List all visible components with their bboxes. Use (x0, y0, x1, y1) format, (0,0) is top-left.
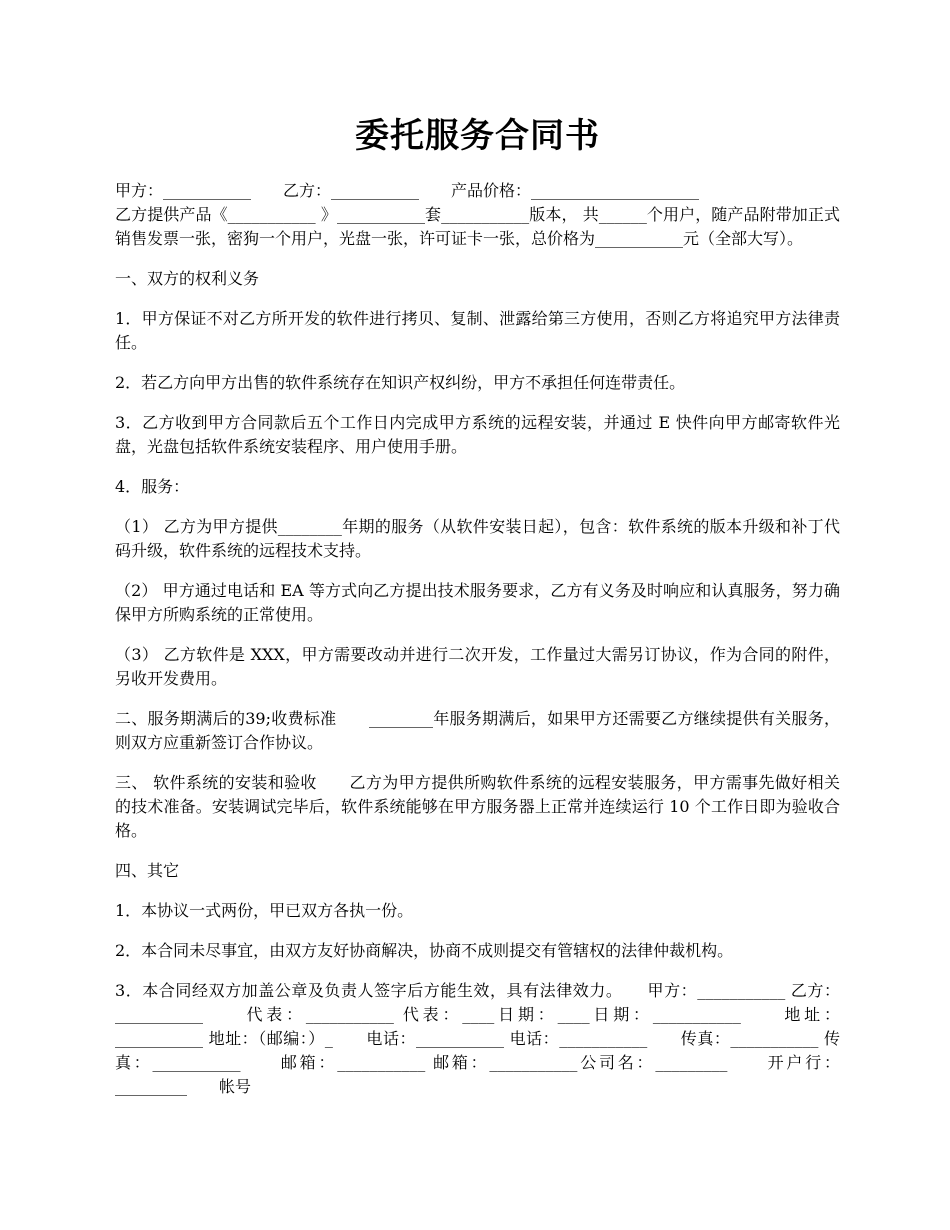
section-installation-acceptance: 三、 软件系统的安装和验收 乙方为甲方提供所购软件系统的远程安装服务，甲方需事先做好相关的技术准备。安装调试完毕后，软件系统能够在甲方服务器上正常并连续运行 10 个工作日即为验收合格。 (115, 773, 840, 840)
header-product-line: 乙方提供产品《___________ 》___________套___________版本， 共______个用户，随产品附带加正式销售发票一张，密狗一个用户，光盘一张，许可证卡一张，总价格为___________元（全部大写）。 (115, 205, 840, 248)
clause-1-4-2: （2） 甲方通过电话和 EA 等方式向乙方提出技术服务要求，乙方有义务及时响应和认真服务，努力确保甲方所购系统的正常使用。 (115, 581, 840, 624)
header-parties-line: 甲方：___________ 乙方：___________ 产品价格：_____________________ (115, 181, 700, 200)
clause-1-3: 3．乙方收到甲方合同款后五个工作日内完成甲方系统的远程安装，并通过 E 快件向甲方邮寄软件光盘，光盘包括软件系统安装程序、用户使用手册。 (115, 413, 840, 456)
clause-4-2: 2．本合同未尽事宜，由双方友好协商解决，协商不成则提交有管辖权的法律仲裁机构。 (115, 941, 734, 960)
document-body (115, 179, 840, 1115)
clause-1-4-heading: 4．服务： (115, 477, 190, 496)
clause-4-1: 1．本协议一式两份，甲已双方各执一份。 (115, 901, 414, 920)
clause-1-4-3: （3） 乙方软件是 XXX，甲方需要改动并进行二次开发，工作量过大需另订协议，作为合同的附件，另收开发费用。 (115, 645, 840, 688)
clause-4-3-signature-block: 3．本合同经双方加盖公章及负责人签字后方能生效，具有法律效力。 甲方：___________ 乙方：___________ 代表：___________ 代表：____日期：____日期：___________ 地址：___________ 地址：（邮编：）_ 电话：___________ 电话：___________ 传真：___________ 传真：___________ 邮箱：___________ 邮箱：___________公司名：_________ 开户行：_________ 帐号 (115, 981, 840, 1096)
section-heading-rights: 一、双方的权利义务 (115, 269, 260, 288)
document-title: 委托服务合同书 (355, 116, 600, 156)
section-fee-standard: 二、服务期满后的39;收费标准 ________年服务期满后，如果甲方还需要乙方继续提供有关服务，则双方应重新签订合作协议。 (115, 709, 840, 752)
clause-1-1: 1．甲方保证不对乙方所开发的软件进行拷贝、复制、泄露给第三方使用，否则乙方将追究甲方法律责任。 (115, 309, 840, 352)
clause-1-4-1: （1） 乙方为甲方提供________年期的服务（从软件安装日起），包含：软件系统的版本升级和补丁代码升级，软件系统的远程技术支持。 (115, 517, 840, 560)
clause-1-2: 2．若乙方向甲方出售的软件系统存在知识产权纠纷，甲方不承担任何连带责任。 (115, 373, 686, 392)
section-heading-other: 四、其它 (115, 861, 180, 880)
